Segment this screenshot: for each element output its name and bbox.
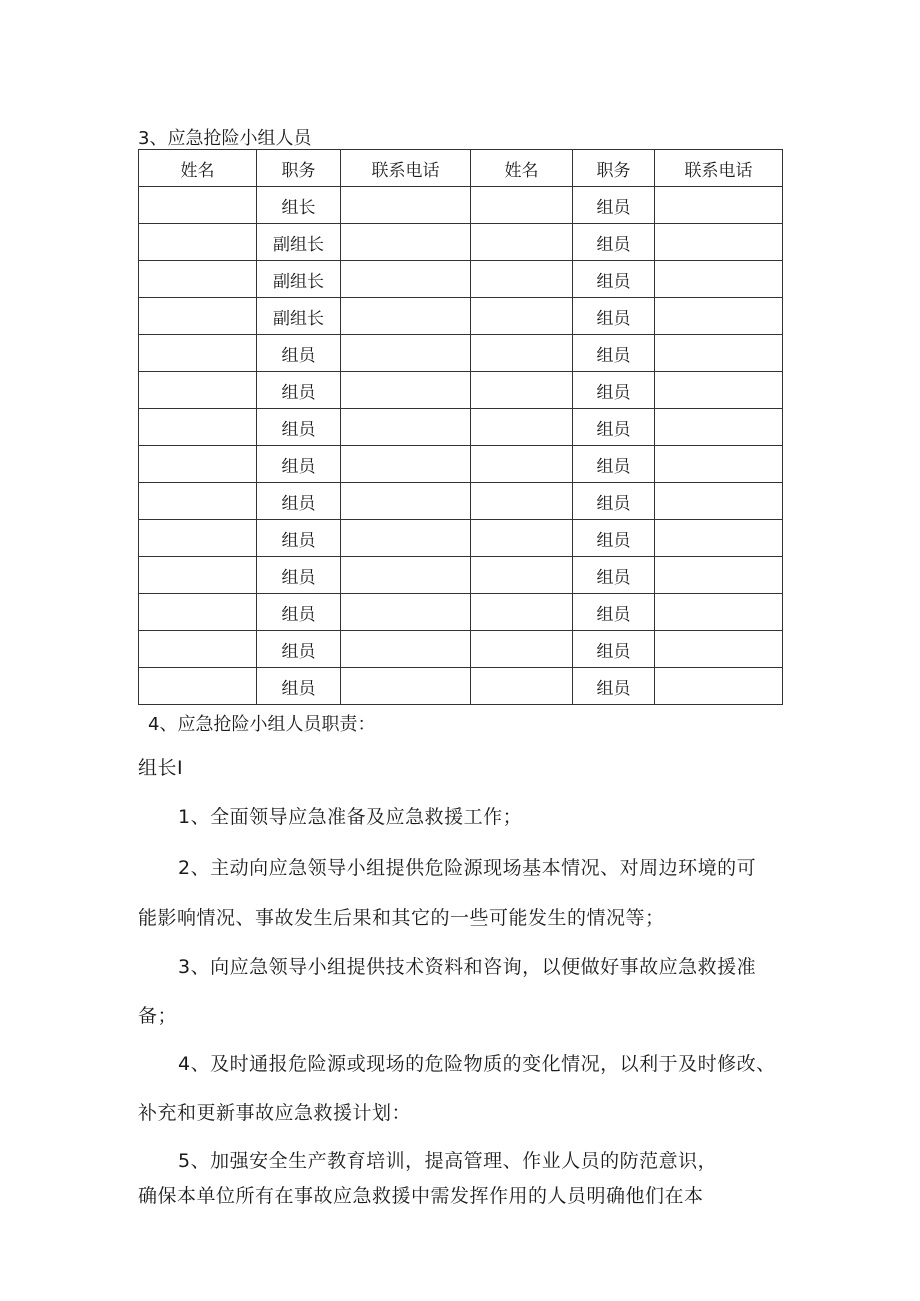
phone-cell[interactable] <box>341 483 471 520</box>
name-cell[interactable] <box>471 668 573 705</box>
role-cell: 组员 <box>573 446 655 483</box>
role-cell: 组员 <box>573 298 655 335</box>
duty-5-line-2: 确保本单位所有在事故应急救援中需发挥作用的人员明确他们在本 <box>138 1185 704 1207</box>
role-cell: 副组长 <box>257 224 341 261</box>
phone-cell[interactable] <box>341 594 471 631</box>
section-4-title: 4、应急抢险小组人员职责： <box>148 714 376 735</box>
duty-3-line-1: 3、向应急领导小组提供技术资料和咨询，以便做好事故应急救援准 <box>178 956 757 978</box>
table-row <box>139 631 783 668</box>
name-cell[interactable] <box>471 409 573 446</box>
phone-cell[interactable] <box>655 372 783 409</box>
phone-cell[interactable] <box>655 224 783 261</box>
name-cell[interactable] <box>139 409 257 446</box>
name-cell[interactable] <box>471 520 573 557</box>
role-cell: 组员 <box>257 409 341 446</box>
table-row <box>139 372 783 409</box>
phone-cell[interactable] <box>341 409 471 446</box>
role-cell: 组长 <box>257 187 341 224</box>
phone-cell[interactable] <box>655 261 783 298</box>
role-cell: 组员 <box>257 668 341 705</box>
table-row <box>139 557 783 594</box>
phone-cell[interactable] <box>655 557 783 594</box>
role-cell: 组员 <box>573 631 655 668</box>
name-cell[interactable] <box>471 372 573 409</box>
duty-4-line-1: 4、及时通报危险源或现场的危险物质的变化情况，以利于及时修改、 <box>178 1053 776 1075</box>
duty-2-line-2: 能影响情况、事故发生后果和其它的一些可能发生的情况等； <box>138 907 665 929</box>
name-cell[interactable] <box>471 335 573 372</box>
phone-cell[interactable] <box>341 261 471 298</box>
role-cell: 组员 <box>573 224 655 261</box>
role-cell: 组员 <box>573 335 655 372</box>
table-row <box>139 520 783 557</box>
name-cell[interactable] <box>139 557 257 594</box>
phone-cell[interactable] <box>655 668 783 705</box>
table-row <box>139 409 783 446</box>
phone-cell[interactable] <box>341 187 471 224</box>
section-3-title: 3、应急抢险小组人员 <box>138 128 312 149</box>
table-row <box>139 594 783 631</box>
phone-cell[interactable] <box>341 520 471 557</box>
header-name-left: 姓名 <box>139 150 257 187</box>
name-cell[interactable] <box>471 224 573 261</box>
phone-cell[interactable] <box>655 483 783 520</box>
name-cell[interactable] <box>139 261 257 298</box>
role-cell: 组员 <box>573 372 655 409</box>
phone-cell[interactable] <box>655 298 783 335</box>
name-cell[interactable] <box>139 372 257 409</box>
role-cell: 组员 <box>257 372 341 409</box>
name-cell[interactable] <box>139 298 257 335</box>
role-cell: 副组长 <box>257 261 341 298</box>
name-cell[interactable] <box>471 483 573 520</box>
table-row <box>139 298 783 335</box>
name-cell[interactable] <box>139 446 257 483</box>
name-cell[interactable] <box>139 668 257 705</box>
phone-cell[interactable] <box>341 446 471 483</box>
table-row <box>139 483 783 520</box>
header-name-right: 姓名 <box>471 150 573 187</box>
table-row <box>139 261 783 298</box>
name-cell[interactable] <box>139 520 257 557</box>
role-cell: 组员 <box>573 483 655 520</box>
duty-2-line-1: 2、主动向应急领导小组提供危险源现场基本情况、对周边环境的可 <box>178 857 757 879</box>
role-cell: 组员 <box>573 594 655 631</box>
phone-cell[interactable] <box>341 335 471 372</box>
name-cell[interactable] <box>471 261 573 298</box>
role-cell: 组员 <box>573 520 655 557</box>
table-row <box>139 187 783 224</box>
table-row <box>139 224 783 261</box>
role-cell: 组员 <box>573 409 655 446</box>
table-row <box>139 335 783 372</box>
emergency-team-table <box>138 149 783 705</box>
duty-4-line-2: 补充和更新事故应急救援计划： <box>138 1102 412 1124</box>
phone-cell[interactable] <box>341 224 471 261</box>
phone-cell[interactable] <box>655 409 783 446</box>
phone-cell[interactable] <box>655 335 783 372</box>
phone-cell[interactable] <box>655 520 783 557</box>
role-cell: 组员 <box>573 261 655 298</box>
role-cell: 组员 <box>257 335 341 372</box>
name-cell[interactable] <box>471 557 573 594</box>
name-cell[interactable] <box>139 631 257 668</box>
phone-cell[interactable] <box>341 631 471 668</box>
role-cell: 组员 <box>573 668 655 705</box>
name-cell[interactable] <box>139 335 257 372</box>
role-cell: 组员 <box>257 483 341 520</box>
name-cell[interactable] <box>139 483 257 520</box>
role-cell: 组员 <box>257 594 341 631</box>
table-row <box>139 668 783 705</box>
name-cell[interactable] <box>471 631 573 668</box>
role-cell: 组员 <box>257 446 341 483</box>
phone-cell[interactable] <box>341 557 471 594</box>
name-cell[interactable] <box>139 594 257 631</box>
role-cell: 组员 <box>257 557 341 594</box>
role-cell: 组员 <box>573 187 655 224</box>
phone-cell[interactable] <box>655 446 783 483</box>
phone-cell[interactable] <box>655 187 783 224</box>
leader-label: 组长I <box>138 757 184 779</box>
name-cell[interactable] <box>471 298 573 335</box>
role-cell: 组员 <box>573 557 655 594</box>
name-cell[interactable] <box>471 187 573 224</box>
header-role-left: 职务 <box>257 150 341 187</box>
phone-cell[interactable] <box>341 372 471 409</box>
role-cell: 组员 <box>257 631 341 668</box>
table-row <box>139 446 783 483</box>
header-role-right: 职务 <box>573 150 655 187</box>
role-cell: 组员 <box>257 520 341 557</box>
phone-cell[interactable] <box>655 631 783 668</box>
header-phone-right: 联系电话 <box>655 150 783 187</box>
duty-1: 1、全面领导应急准备及应急救援工作； <box>178 806 523 828</box>
name-cell[interactable] <box>139 187 257 224</box>
table-header-row <box>139 150 783 187</box>
duty-5-line-1: 5、加强安全生产教育培训，提高管理、作业人员的防范意识， <box>178 1150 718 1172</box>
header-phone-left: 联系电话 <box>341 150 471 187</box>
phone-cell[interactable] <box>341 668 471 705</box>
name-cell[interactable] <box>471 446 573 483</box>
name-cell[interactable] <box>471 594 573 631</box>
phone-cell[interactable] <box>341 298 471 335</box>
name-cell[interactable] <box>139 224 257 261</box>
duty-3-line-2: 备； <box>138 1005 178 1027</box>
phone-cell[interactable] <box>655 594 783 631</box>
role-cell: 副组长 <box>257 298 341 335</box>
